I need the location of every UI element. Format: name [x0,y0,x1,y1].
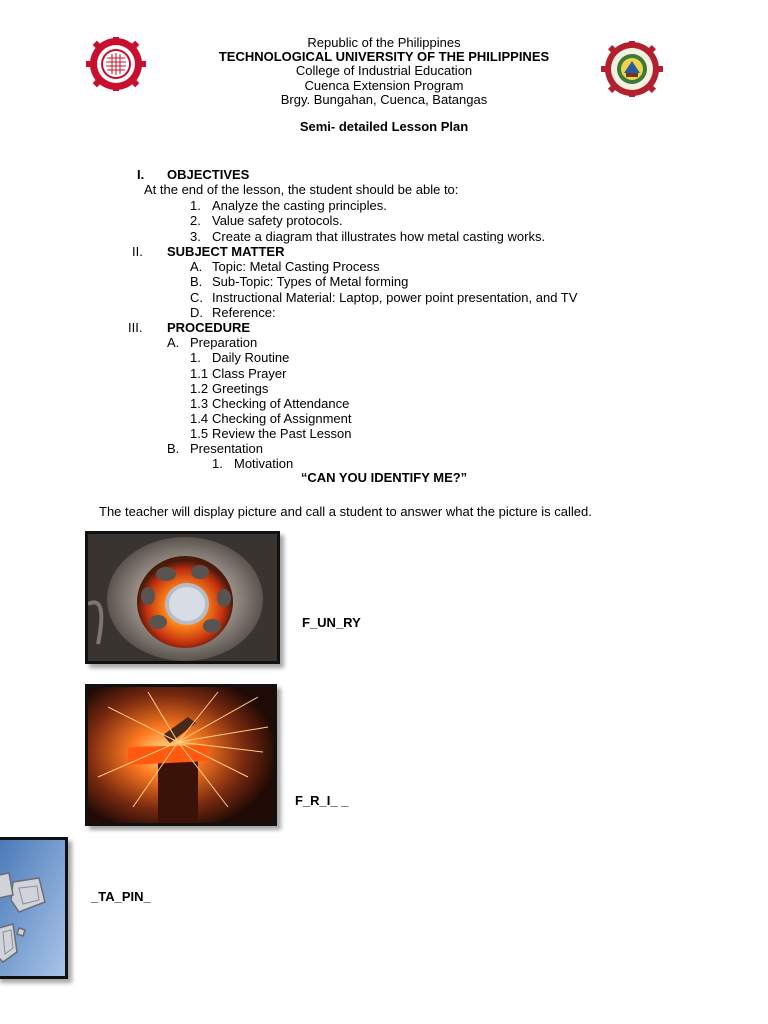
foundry-furnace-picture [85,531,280,664]
header-republic: Republic of the Philippines [307,35,461,50]
activity-instruction: The teacher will display picture and call a student to answer what the picture is called. [99,504,592,519]
preparation-item: Review the Past Lesson [212,426,352,441]
section-numeral: II. [132,244,143,259]
list-number: 1.5 [190,426,209,441]
list-number: 1.4 [190,411,209,426]
section-numeral: III. [128,320,143,335]
list-letter: B. [190,274,203,289]
list-letter: A. [167,335,180,350]
preparation-label: Preparation [190,335,258,350]
list-number: 1. [190,198,201,213]
subject-item: Instructional Material: Laptop, power point presentation, and TV [212,290,578,305]
activity-title: “CAN YOU IDENTIFY ME?” [300,470,468,485]
list-number: 1.3 [190,396,209,411]
list-number: 1. [212,456,223,471]
preparation-item: Daily Routine [212,350,290,365]
list-number: 2. [190,213,201,228]
objectives-heading: OBJECTIVES [167,167,250,182]
list-number: 1.1 [190,366,209,381]
header-college: College of Industrial Education [295,63,473,78]
procedure-heading: PROCEDURE [167,320,251,335]
subject-item: Reference: [212,305,276,320]
subject-item: Sub-Topic: Types of Metal forming [212,274,409,289]
list-letter: D. [190,305,203,320]
list-number: 1.2 [190,381,209,396]
header-address: Brgy. Bungahan, Cuenca, Batangas [280,92,488,107]
header-program: Cuenca Extension Program [304,78,464,93]
objective-item: Create a diagram that illustrates how metal casting works. [212,229,546,244]
objective-item: Value safety protocols. [212,213,343,228]
preparation-item: Checking of Attendance [212,396,350,411]
preparation-item: Checking of Assignment [212,411,352,426]
puzzle-clue-2: F_R_I_ _ [295,793,349,808]
objectives-intro: At the end of the lesson, the student should be able to: [144,182,459,197]
preparation-item: Class Prayer [212,366,287,381]
puzzle-clue-3: _TA_PIN_ [91,889,151,904]
header-university: TECHNOLOGICAL UNIVERSITY OF THE PHILIPPINES [218,49,550,64]
list-letter: A. [190,259,203,274]
list-number: 3. [190,229,201,244]
subject-matter-heading: SUBJECT MATTER [167,244,285,259]
objective-item: Analyze the casting principles. [212,198,387,213]
list-number: 1. [190,350,201,365]
document-title: Semi- detailed Lesson Plan [299,119,469,134]
preparation-item: Greetings [212,381,269,396]
subject-item: Topic: Metal Casting Process [212,259,380,274]
motivation-label: Motivation [234,456,294,471]
puzzle-clue-1: F_UN_RY [302,615,361,630]
list-letter: C. [190,290,203,305]
presentation-label: Presentation [190,441,263,456]
stamped-metal-parts-picture [0,837,68,979]
forging-sparks-picture [85,684,277,826]
section-numeral: I. [137,167,145,182]
list-letter: B. [167,441,180,456]
